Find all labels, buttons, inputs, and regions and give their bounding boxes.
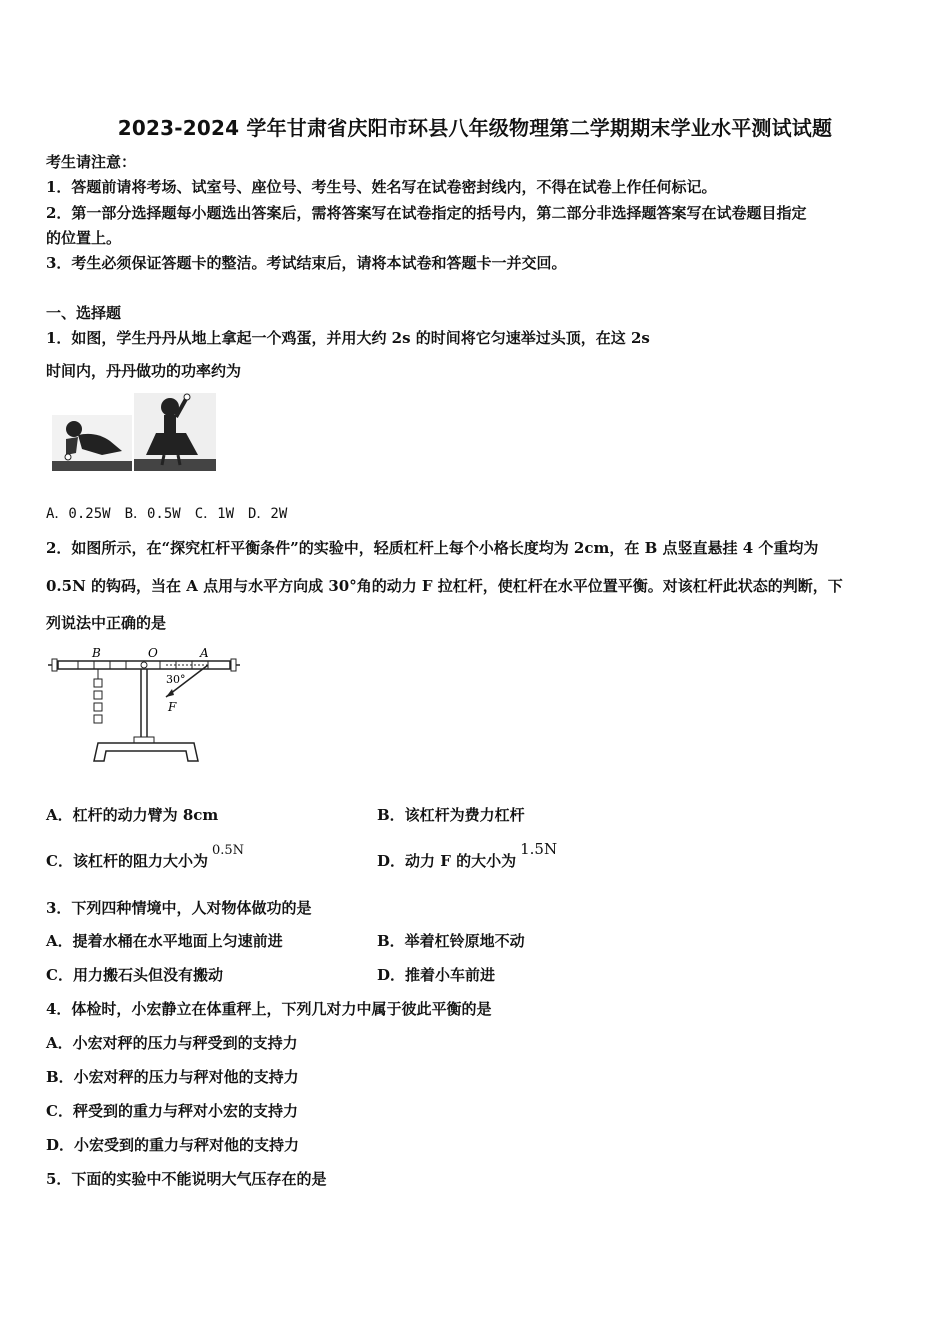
section-heading: 一、选择题 [46, 304, 122, 322]
q2-stem: 0.5N 的钩码，当在 A 点用与水平方向成 30°角的动力 F 拉杠杆，使杠杆在水平位置平衡。对该杠杆此状态的判断，下 [46, 577, 843, 595]
q1-options: A．0.25W B．0.5W C．1W D．2W [46, 506, 288, 522]
notice-item: 的位置上。 [46, 229, 122, 247]
label-a: A [200, 646, 209, 660]
label-o: O [148, 646, 158, 660]
q2-option-d [377, 840, 558, 871]
q2-stem: 2．如图所示，在“探究杠杆平衡条件”的实验中，轻质杠杆上每个小格长度均为 2cm，在 B 点竖直悬挂 4 个重均为 [46, 539, 819, 557]
q2-option-d-text: D．动力 F 的大小为 [377, 852, 517, 870]
q5-stem: 5．下面的实验中不能说明大气压存在的是 [46, 1170, 327, 1188]
q3-option-d: D．推着小车前进 [377, 966, 496, 984]
q4-option: C．秤受到的重力与秤对小宏的支持力 [46, 1102, 298, 1120]
q3-option-b: B．举着杠铃原地不动 [377, 932, 525, 950]
q1-stem: 1．如图，学生丹丹从地上拿起一个鸡蛋，并用大约 2s 的时间将它匀速举过头顶，在这 2s [46, 329, 650, 347]
q2-option-c-value: 0.5N [211, 843, 245, 858]
page-title: 2023-2024 学年甘肃省庆阳市环县八年级物理第二学期期末学业水平测试试题 [117, 116, 833, 140]
notice-item: 3．考生必须保证答题卡的整洁。考试结束后，请将本试卷和答题卡一并交回。 [46, 254, 567, 272]
q2-option-a: A．杠杆的动力臂为 8cm [46, 806, 219, 824]
q4-stem: 4．体检时，小宏静立在体重秤上，下列几对力中属于彼此平衡的是 [46, 1000, 492, 1018]
notice-heading: 考生请注意： [46, 153, 137, 171]
q2-option-d-value: 1.5N [520, 840, 558, 858]
q1-figure [52, 393, 216, 477]
label-b: B [92, 646, 101, 660]
q3-stem: 3．下列四种情境中，人对物体做功的是 [46, 899, 312, 917]
q3-option-a: A．提着水桶在水平地面上匀速前进 [46, 932, 283, 950]
q2-option-c-text: C．该杠杆的阻力大小为 [46, 852, 208, 870]
q2-lever-figure [48, 645, 243, 774]
q1-stem: 时间内，丹丹做功的功率约为 [46, 362, 242, 380]
label-f: F [168, 700, 177, 714]
q4-option: A．小宏对秤的压力与秤受到的支持力 [46, 1034, 298, 1052]
q3-option-c: C．用力搬石头但没有搬动 [46, 966, 223, 984]
notice-item: 2．第一部分选择题每小题选出答案后，需将答案写在试卷指定的括号内，第二部分非选择题答案写在试卷题目指定 [46, 204, 807, 222]
q2-option-b: B．该杠杆为费力杠杆 [377, 806, 525, 824]
q2-option-c [46, 843, 245, 871]
q4-option: D．小宏受到的重力与秤对他的支持力 [46, 1136, 300, 1154]
label-angle: 30° [166, 673, 186, 686]
q2-stem: 列说法中正确的是 [46, 614, 167, 632]
q4-option: B．小宏对秤的压力与秤对他的支持力 [46, 1068, 299, 1086]
notice-item: 1．答题前请将考场、试室号、座位号、考生号、姓名写在试卷密封线内，不得在试卷上作任何标记。 [46, 178, 717, 196]
